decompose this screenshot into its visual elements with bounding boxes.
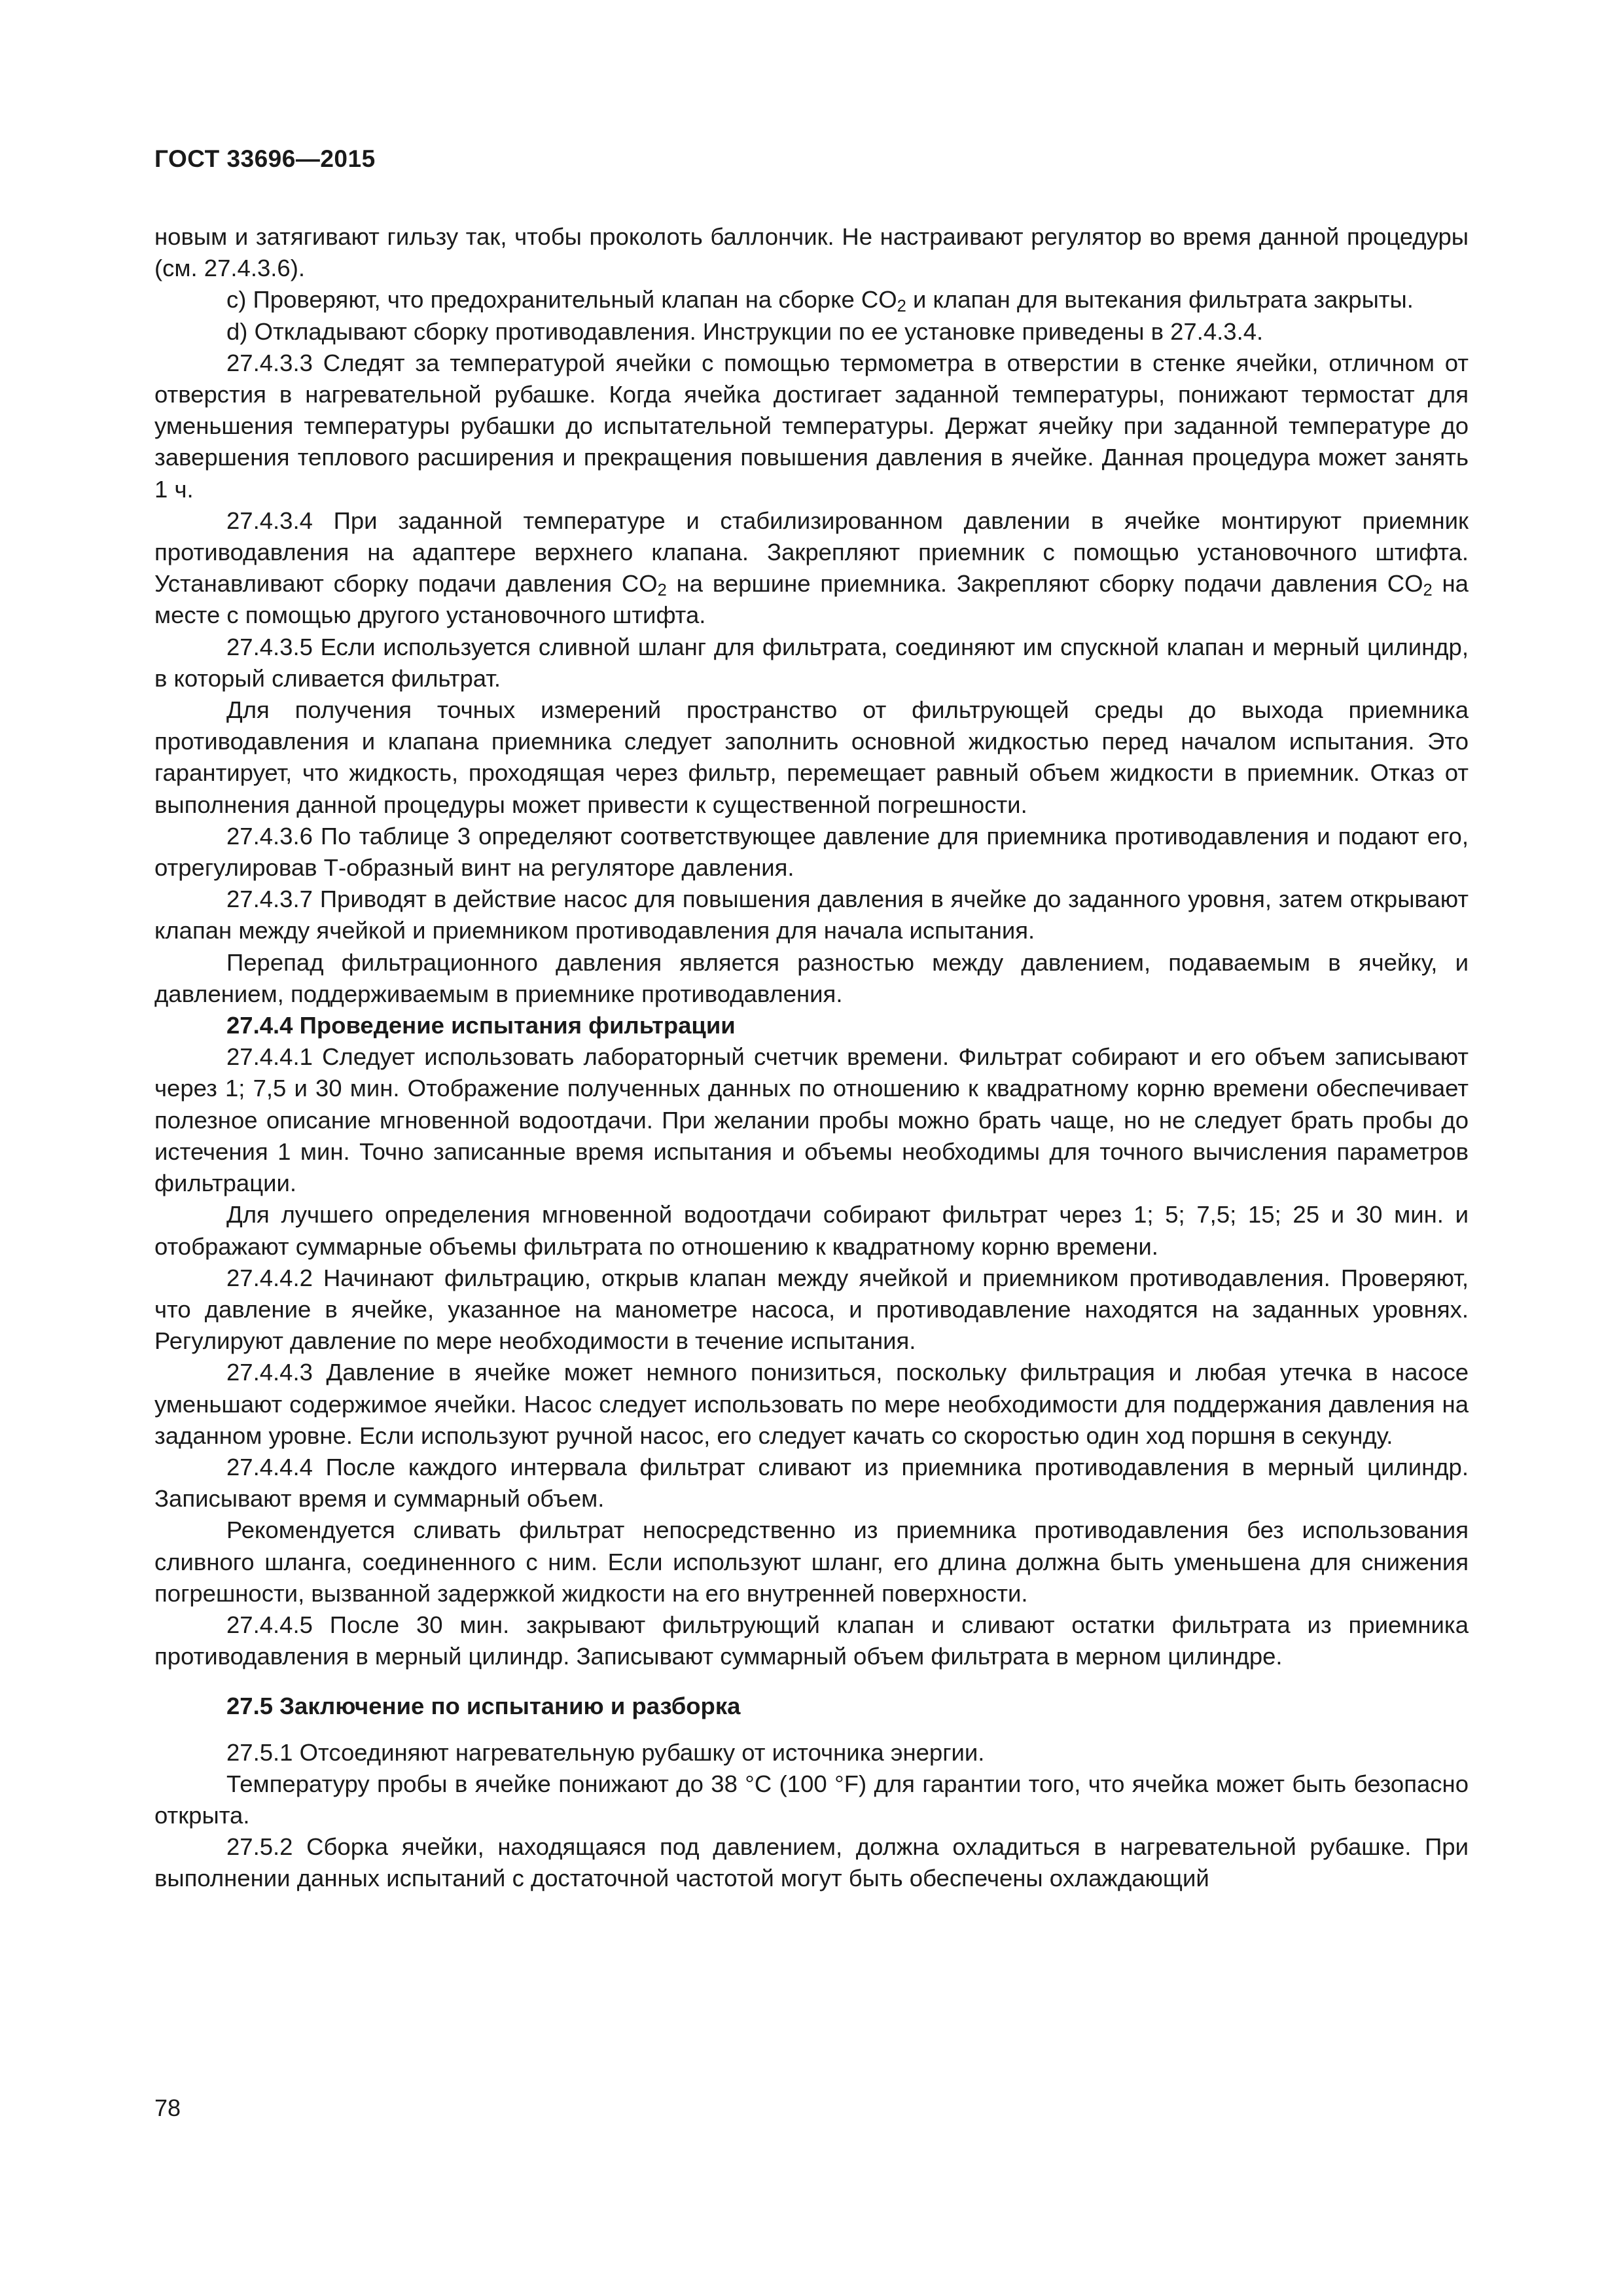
paragraph: 27.4.3.3 Следят за температурой ячейки с помощью термометра в отверстии в стенке ячейки, отличном от отверстия в нагревательной рубашке. Когда ячейка достигает заданной температуры, понижают термостат для уменьшения температуры рубашки до испытательной температуры. Держат ячейку при заданной температуре до завершения теплового расширения и прекращения повышения давления в ячейке. Данная процедура может занять 1 ч. — [154, 349, 1469, 503]
paragraph: 27.4.4.3 Давление в ячейке может немного понизиться, поскольку фильтрация и любая утечка в насосе уменьшают содержимое ячейки. Насос следует использовать по мере необходимости для поддержания давления на заданном уровне. Если используют ручной насос, его следует качать со скоростью один ход поршня в секунду. — [154, 1359, 1469, 1449]
paragraph: новым и затягивают гильзу так, чтобы проколоть баллончик. Не настраивают регулятор во время данной процедуры (см. 27.4.3.6). — [154, 223, 1469, 282]
paragraph-text: с) Проверяют, что предохранительный клапан на сборке CO — [226, 286, 897, 314]
subscript: 2 — [1423, 581, 1433, 600]
paragraph: 27.4.4.1 Следует использовать лабораторный счетчик времени. Фильтрат собирают и его объем записывают через 1; 7,5 и 30 мин. Отображение полученных данных по отношению к квадратному корню времени обеспечивает полезное описание мгновенной водоотдачи. При желании пробы можно брать чаще, но не следует брать пробы до истечения 1 мин. Точно записанные время испытания и объемы необходимы для точного вычисления параметров фильтрации. — [154, 1043, 1469, 1197]
paragraph: 27.4.4.4 После каждого интервала фильтрат сливают из приемника противодавления в мерный цилиндр. Записывают время и суммарный объем. — [154, 1453, 1469, 1513]
paragraph: Перепад фильтрационного давления является разностью между давлением, подаваемым в ячейку, и давлением, поддерживаемым в приемнике противодавления. — [154, 948, 1469, 1007]
paragraph: Для лучшего определения мгновенной водоотдачи собирают фильтрат через 1; 5; 7,5; 15; 25 и 30 мин. и отображают суммарные объемы фильтрата по отношению к квадратному корню времени. — [154, 1201, 1469, 1260]
subscript: 2 — [657, 581, 667, 600]
paragraph-text: и клапан для вытекания фильтрата закрыты. — [906, 286, 1414, 314]
section-heading: 27.4.4 Проведение испытания фильтрации — [226, 1012, 736, 1039]
paragraph-text: на месте с помощью другого установочного штифта. — [154, 570, 1469, 629]
standard-header: ГОСТ 33696—2015 — [154, 145, 376, 172]
paragraph-text: 27.4.3.4 При заданной температуре и стабилизированном давлении в ячейке монтируют приемник противодавления на адаптере верхнего клапана. Закрепляют приемник с помощью установочного штифта. Устанавливают сборку подачи давления CO — [154, 507, 1469, 598]
paragraph — [154, 505, 1469, 632]
paragraph: 27.4.3.6 По таблице 3 определяют соответствующее давление для приемника противодавления и подают его, отрегулировав Т-образный винт на регуляторе давления. — [154, 822, 1469, 882]
paragraph: Температуру пробы в ячейке понижают до 38 °С (100 °F) для гарантии того, что ячейка может быть безопасно открыта. — [154, 1770, 1469, 1829]
paragraph: 27.5.2 Сборка ячейки, находящаяся под давлением, должна охладиться в нагревательной рубашке. При выполнении данных испытаний с достаточной частотой могут быть обеспечены охлаждающий — [154, 1833, 1469, 1892]
paragraph: Для получения точных измерений пространство от фильтрующей среды до выхода приемника противодавления и клапана приемника следует заполнить основной жидкостью перед началом испытания. Это гарантирует, что жидкость, проходящая через фильтр, перемещает равный объем жидкости в приемник. Отказ от выполнения данной процедуры может привести к существенной погрешности. — [154, 696, 1469, 818]
subscript: 2 — [897, 297, 906, 316]
paragraph — [154, 284, 1469, 315]
paragraph: 27.4.4.5 После 30 мин. закрывают фильтрующий клапан и сливают остатки фильтрата из приемника противодавления в мерный цилиндр. Записывают суммарный объем фильтрата в мерном цилиндре. — [154, 1611, 1469, 1670]
paragraph: 27.4.4.2 Начинают фильтрацию, открыв клапан между ячейкой и приемником противодавления. Проверяют, что давление в ячейке, указанное на манометре насоса, и противодавление находятся на заданных уровнях. Регулируют давление по мере необходимости в течение испытания. — [154, 1264, 1469, 1355]
paragraph: 27.5.1 Отсоединяют нагревательную рубашку от источника энергии. — [226, 1738, 985, 1766]
paragraph: 27.4.3.5 Если используется сливной шланг для фильтрата, соединяют им спускной клапан и мерный цилиндр, в который сливается фильтрат. — [154, 633, 1469, 692]
document-body — [154, 221, 1469, 1895]
paragraph-text: на вершине приемника. Закрепляют сборку подачи давления CO — [666, 570, 1423, 598]
paragraph: Рекомендуется сливать фильтрат непосредственно из приемника противодавления без использования сливного шланга, соединенного с ним. Если используют шланг, его длина должна быть уменьшена для снижения погрешности, вызванной задержкой жидкости на его внутренней поверхности. — [154, 1516, 1469, 1607]
paragraph: d) Откладывают сборку противодавления. Инструкции по ее установке приведены в 27.4.3.4. — [226, 317, 1264, 345]
paragraph: 27.4.3.7 Приводят в действие насос для повышения давления в ячейке до заданного уровня, затем открывают клапан между ячейкой и приемником противодавления для начала испытания. — [154, 886, 1469, 944]
page-number: 78 — [154, 2094, 181, 2121]
section-heading: 27.5 Заключение по испытанию и разборка — [226, 1693, 741, 1720]
